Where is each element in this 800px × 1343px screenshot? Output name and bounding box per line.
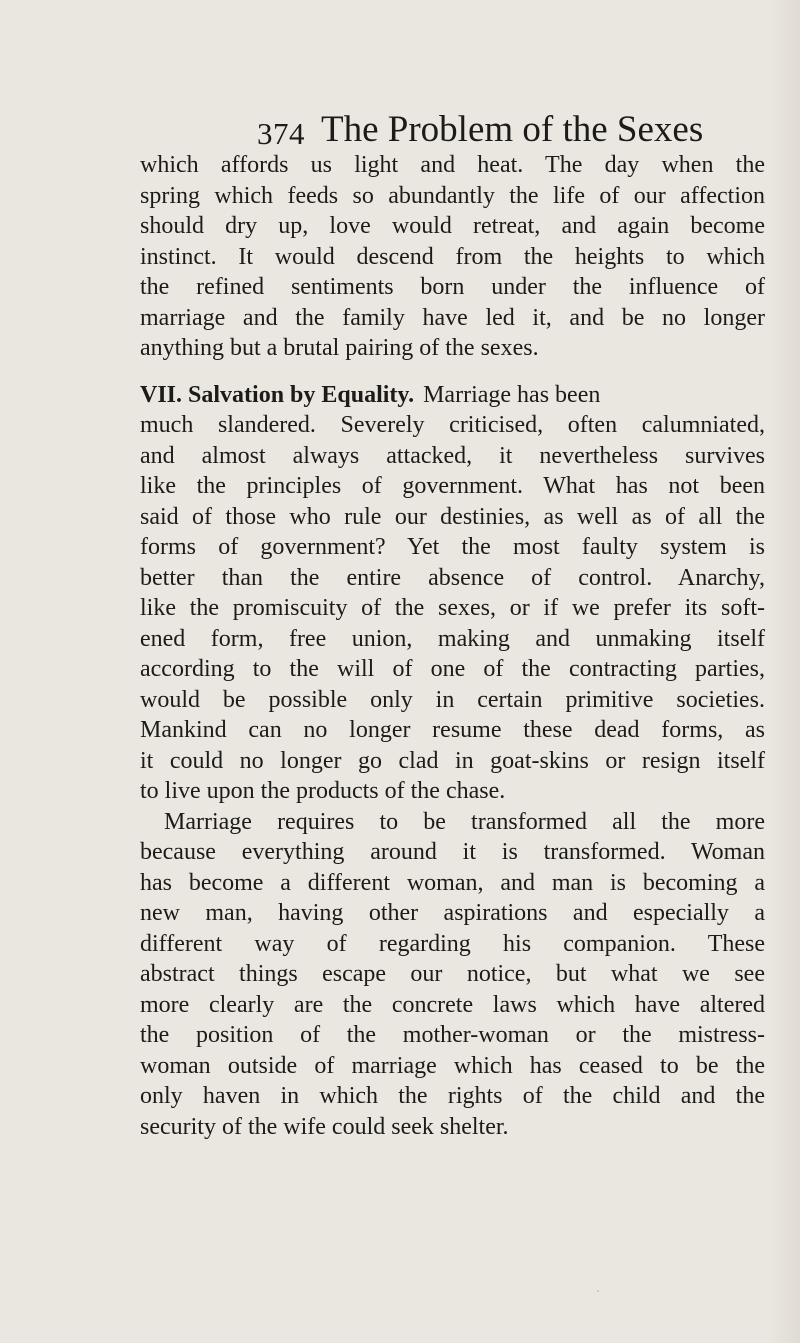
text-line: better than the entire absence of control. Anarchy, (140, 564, 765, 591)
text-line: Marriage requires to be transformed all the more (164, 808, 765, 835)
section-heading-line (140, 380, 765, 411)
page-edge-shadow (768, 0, 800, 1343)
text-line: because everything around it is transformed. Woman (140, 839, 765, 865)
text-line: much slandered. Severely criticised, often calumniated, (140, 412, 765, 438)
text-line: forms of government? Yet the most faulty system is (140, 534, 765, 560)
text-line: would be possible only in certain primitive societies. (140, 686, 765, 713)
text-line: it could no longer go clad in goat-skins or resign itself (140, 747, 765, 774)
paragraph-gap (140, 364, 765, 380)
text-line: anything but a brutal pairing of the sexes. (140, 335, 539, 361)
text-line: security of the wife could seek shelter. (140, 1113, 509, 1140)
text-line: to live upon the products of the chase. (140, 778, 506, 804)
text-line: only haven in which the rights of the child and the (140, 1083, 765, 1109)
body-text (140, 150, 765, 1142)
text-line: more clearly are the concrete laws which have altered (140, 991, 765, 1018)
text-line: Mankind can no longer resume these dead forms, as (140, 717, 765, 743)
text-line: the position of the mother-woman or the mistress- (140, 1022, 765, 1048)
text-line: instinct. It would descend from the heights to which (140, 243, 765, 270)
paper-speck (610, 690, 612, 692)
paper-speck (597, 1290, 599, 1292)
paragraph-3 (140, 807, 765, 1143)
text-line: spring which feeds so abundantly the life of our affection (140, 182, 765, 209)
running-title: The Problem of the Sexes (321, 109, 704, 150)
text-line: should dry up, love would retreat, and again become (140, 213, 765, 239)
text-line: the refined sentiments born under the influence of (140, 274, 765, 300)
text-line: like the promiscuity of the sexes, or if we prefer its soft- (140, 595, 765, 621)
text-line: different way of regarding his companion. These (140, 930, 765, 957)
text-line: new man, having other aspirations and especially a (140, 900, 765, 926)
section-opening-text: Marriage has been (423, 381, 601, 408)
text-line: ened form, free union, making and unmaking itself (140, 625, 765, 652)
section-heading: VII. Salvation by Equality. (140, 381, 415, 408)
text-line: like the principles of government. What has not been (140, 473, 765, 499)
section-vii (140, 380, 765, 807)
paragraph-1 (140, 150, 765, 364)
text-line: marriage and the family have led it, and be no longer (140, 304, 765, 331)
page-number: 374 (257, 116, 305, 151)
text-line: said of those who rule our destinies, as well as of all the (140, 503, 765, 530)
text-line: woman outside of marriage which has ceased to be the (140, 1052, 765, 1079)
text-line: has become a different woman, and man is becoming a (140, 869, 765, 896)
text-line: which affords us light and heat. The day when the (140, 152, 765, 178)
text-line: according to the will of one of the contracting parties, (140, 656, 765, 682)
text-line: and almost always attacked, it nevertheless survives (140, 442, 765, 469)
text-line: abstract things escape our notice, but what we see (140, 961, 765, 987)
